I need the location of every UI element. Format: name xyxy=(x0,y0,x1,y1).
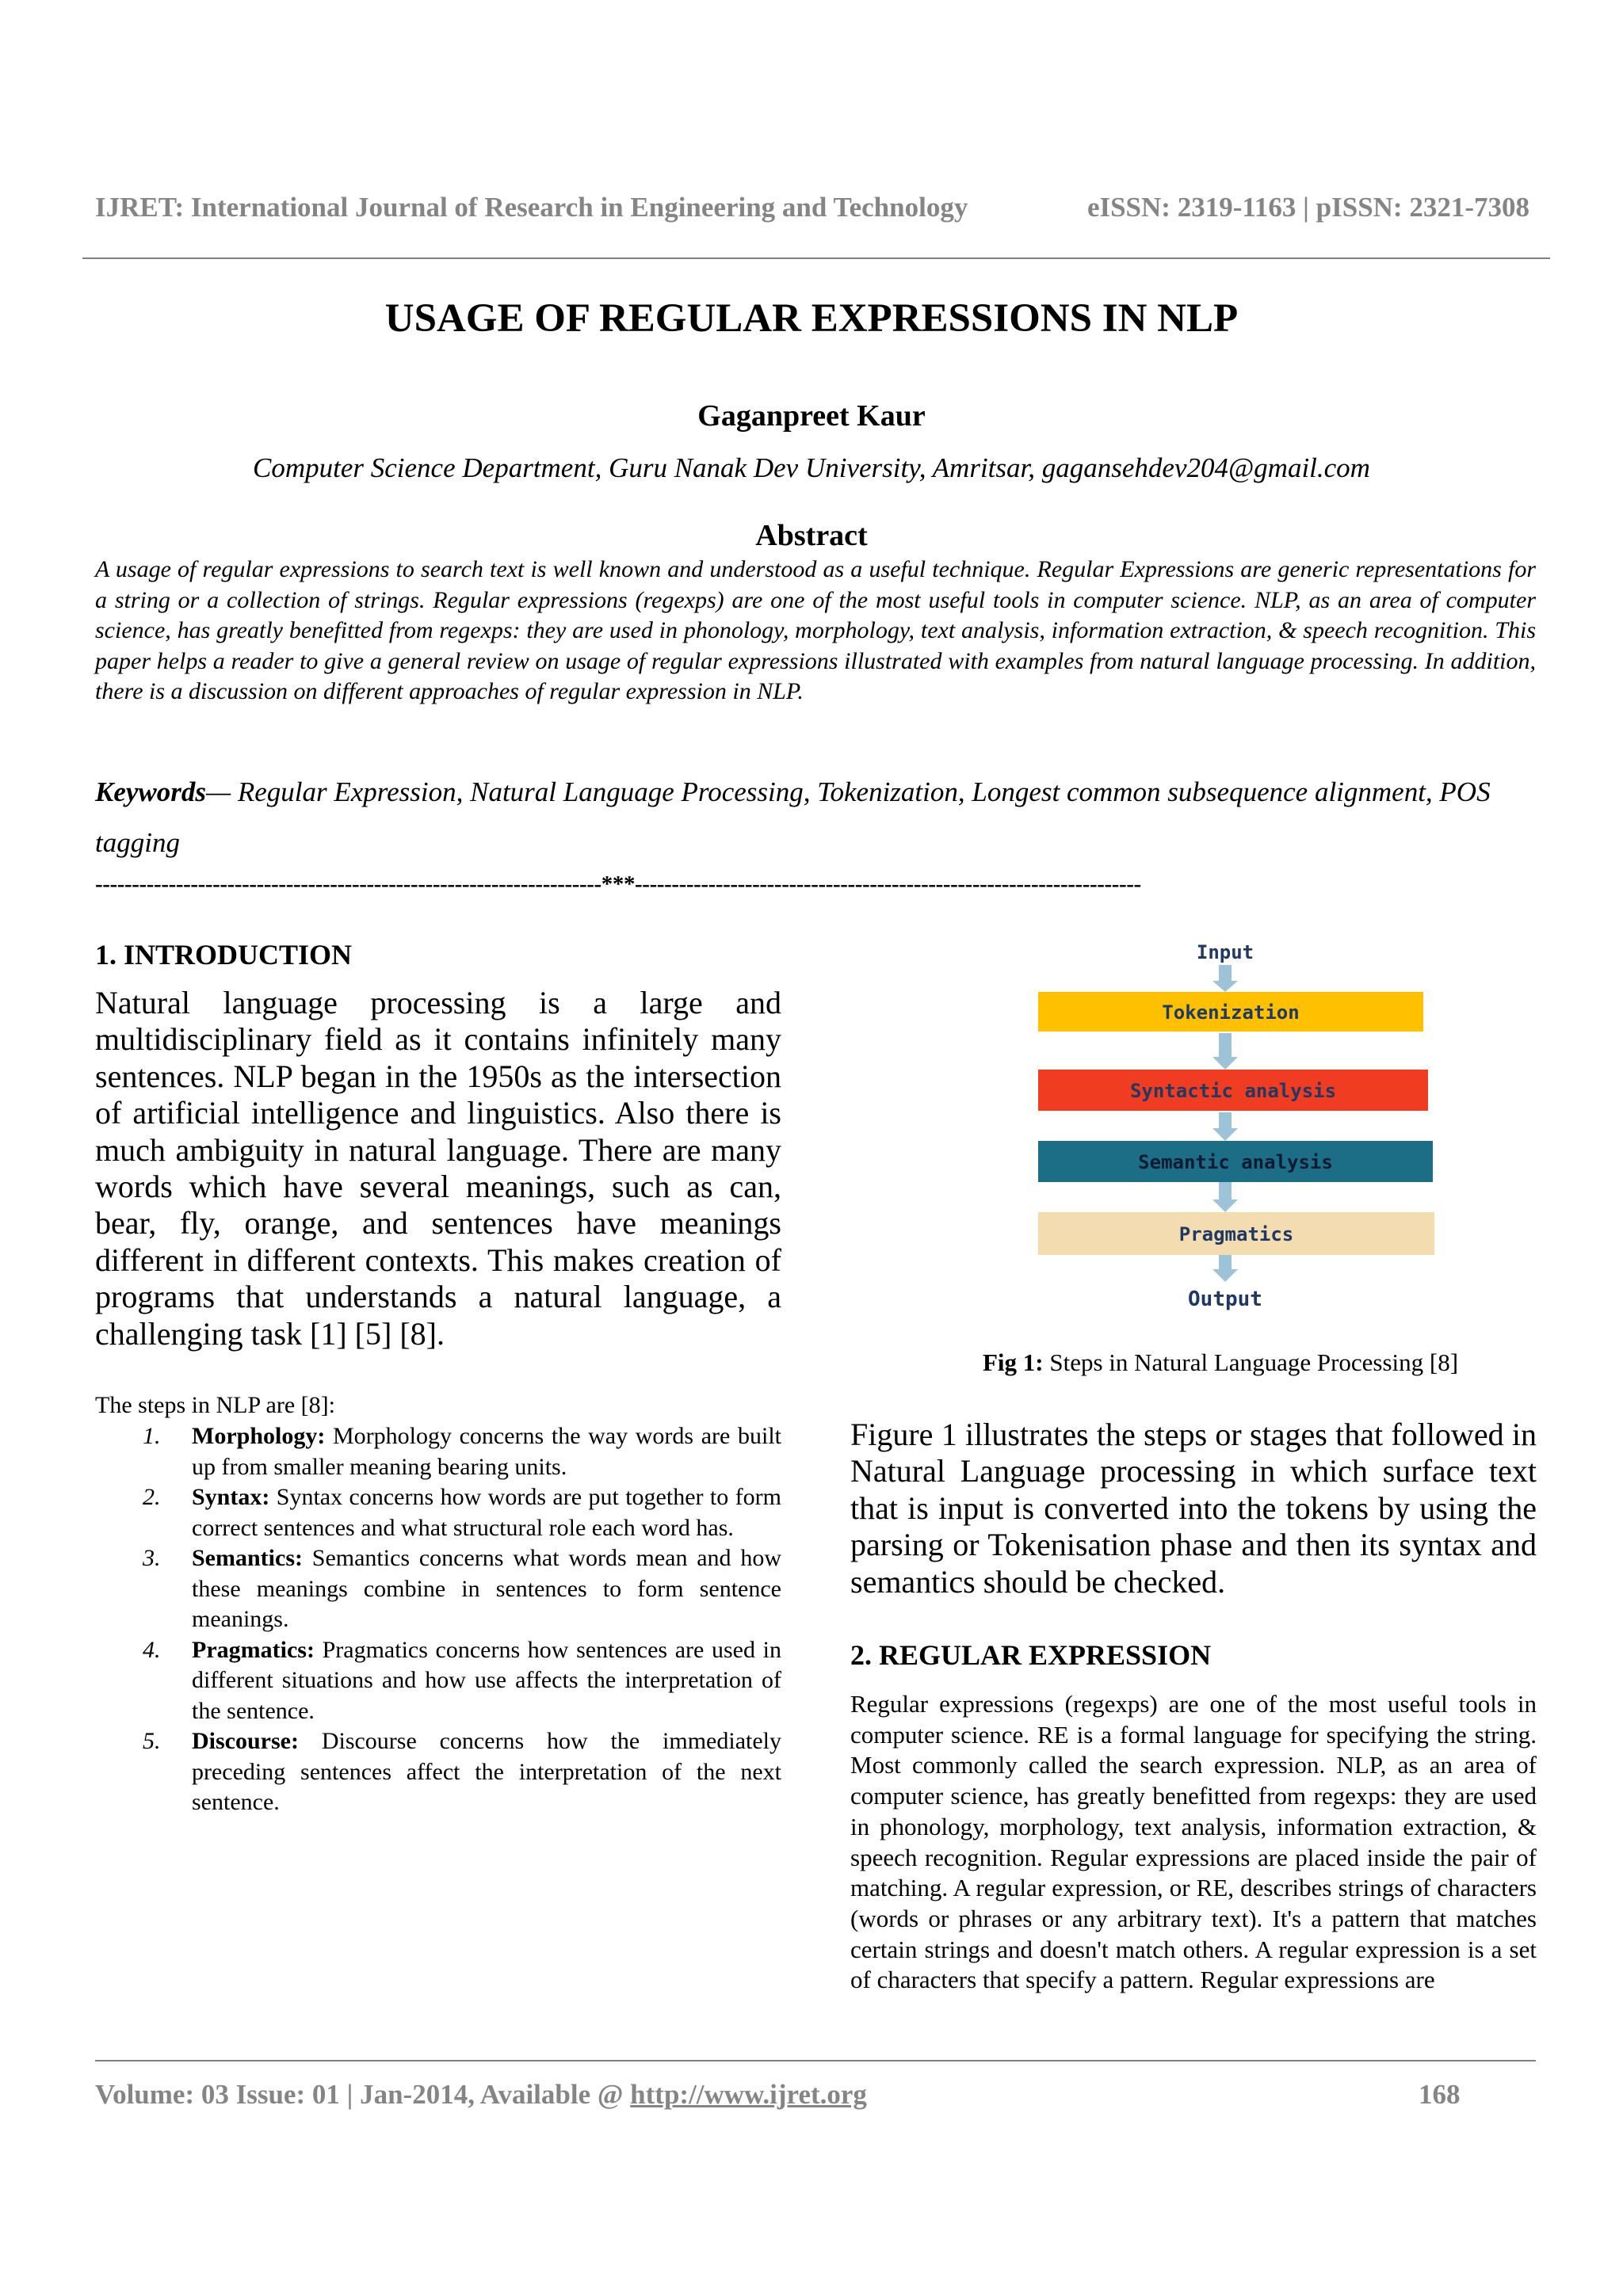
step-number: 3. xyxy=(143,1545,161,1571)
flow-arrow-5 xyxy=(1212,1255,1238,1282)
step-title: Morphology: xyxy=(192,1423,326,1449)
arrow-head xyxy=(1212,1057,1238,1070)
stage-label-pragmatics: Pragmatics xyxy=(1178,1223,1294,1245)
figure-caption xyxy=(983,1348,1458,1377)
step-title: Pragmatics: xyxy=(192,1636,315,1663)
step-number: 2. xyxy=(143,1484,161,1510)
flow-arrow-1 xyxy=(1212,965,1238,992)
author-affiliation: Computer Science Department, Guru Nanak Dev University, Amritsar, gagansehdev204@gmail.com xyxy=(253,452,1370,483)
stage-label-semantic-analysis: Semantic analysis xyxy=(1138,1151,1333,1173)
arrow-shaft xyxy=(1219,1033,1232,1057)
flow-arrow-3 xyxy=(1212,1112,1238,1141)
step-number: 1. xyxy=(143,1423,161,1449)
footer-rule xyxy=(95,2060,1536,2061)
arrow-shaft xyxy=(1219,965,1232,981)
step-text: Semantics concerns what words mean and how these meanings combine in sentences to form sentence meanings. xyxy=(192,1545,781,1632)
list-item xyxy=(95,1421,781,1482)
step-text: Syntax concerns how words are put together to form correct sentences and what structural role each word has. xyxy=(192,1484,781,1541)
arrow-shaft xyxy=(1219,1182,1232,1199)
arrow-shaft xyxy=(1219,1255,1232,1269)
regular-expression-paragraph: Regular expressions (regexps) are one of the most useful tools in computer science. RE is a formal language for specifying the string. Most commonly called the search expression. NLP, as an area of computer science, has greatly benefitted from regexps: they are used in phonology, morphology, text analysis, information extraction, & speech recognition. Regular expressions are placed inside the pair of matching. A regular expression, or RE, describes strings of characters (words or phrases or any arbitrary text). It's a pattern that matches certain strings and doesn't match others. A regular expression is a set of characters that specify a pattern. Regular expressions are xyxy=(850,1690,1537,1994)
step-text: Morphology concerns the way words are built up from smaller meaning bearing units. xyxy=(192,1423,781,1480)
keywords xyxy=(95,767,1536,868)
footer-volume: Volume: 03 Issue: 01 | Jan-2014, Available @ xyxy=(95,2079,631,2110)
stage-label-tokenization: Tokenization xyxy=(1162,1001,1300,1024)
flow-arrow-2 xyxy=(1212,1033,1238,1070)
journal-url-link[interactable]: http://www.ijret.org xyxy=(630,2079,867,2110)
journal-name: IJRET: International Journal of Research in Engineering and Technology xyxy=(95,192,968,223)
stage-label-syntactic-analysis: Syntactic analysis xyxy=(1129,1080,1337,1102)
figure-input-label: Input xyxy=(1196,941,1254,963)
page-number: 168 xyxy=(1419,2079,1461,2110)
header-rule xyxy=(82,257,1550,259)
figure-caption-label: Fig 1: xyxy=(983,1348,1044,1376)
nlp-steps-list xyxy=(95,1421,781,1818)
flow-arrow-4 xyxy=(1212,1182,1238,1212)
figure-caption-text: Steps in Natural Language Processing [8] xyxy=(1043,1348,1459,1376)
step-title: Syntax: xyxy=(192,1484,270,1510)
list-item xyxy=(95,1635,781,1727)
step-text: Discourse concerns how the immediately preceding sentences affect the interpretation of the next sentence. xyxy=(192,1728,781,1815)
author-name: Gaganpreet Kaur xyxy=(697,399,926,433)
arrow-shaft xyxy=(1219,1112,1232,1128)
step-number: 4. xyxy=(143,1636,161,1663)
issn: eISSN: 2319-1163 | pISSN: 2321-7308 xyxy=(1086,192,1529,223)
figure-description-paragraph: Figure 1 illustrates the steps or stages that followed in Natural Language processing in which surface text that is input is converted into the tokens by using the parsing or Tokenisation phase and then its syntax and semantics should be checked. xyxy=(850,1417,1537,1600)
keywords-label: Keywords xyxy=(95,776,206,807)
abstract-heading: Abstract xyxy=(755,519,868,552)
nlp-steps-figure xyxy=(1038,936,1441,1317)
step-text: Pragmatics concerns how sentences are used in different situations and how use affects the interpretation of the sentence. xyxy=(192,1636,781,1724)
regular-expression-heading: 2. REGULAR EXPRESSION xyxy=(850,1639,1212,1671)
arrow-head xyxy=(1212,1199,1238,1212)
arrow-head xyxy=(1212,981,1238,992)
section-separator: ---------------------------------------------------------------------***--------------------------------------------------------------------- xyxy=(95,871,1141,897)
step-number: 5. xyxy=(143,1728,161,1754)
paper-title: USAGE OF REGULAR EXPRESSIONS IN NLP xyxy=(384,296,1239,341)
arrow-head xyxy=(1212,1269,1238,1282)
step-title: Semantics: xyxy=(192,1545,303,1571)
steps-intro: The steps in NLP are [8]: xyxy=(95,1392,335,1418)
step-title: Discourse: xyxy=(192,1728,299,1754)
arrow-head xyxy=(1212,1128,1238,1141)
keywords-text: — Regular Expression, Natural Language Processing, Tokenization, Longest common subsequence alignment, POS tagging xyxy=(95,776,1491,858)
list-item xyxy=(95,1482,781,1543)
footer-volume-info xyxy=(95,2079,867,2111)
abstract-text: A usage of regular expressions to search text is well known and understood as a useful technique. Regular Expressions are generic representations for a string or a collection of strings. Regular expressions (regexps) are one of the most useful tools in computer science. NLP, as an area of computer science, has greatly benefitted from regexps: they are used in phonology, morphology, text analysis, information extraction, & speech recognition. This paper helps a reader to give a general review on usage of regular expressions illustrated with examples from natural language processing. In addition, there is a discussion on different approaches of regular expression in NLP. xyxy=(95,556,1536,704)
running-header xyxy=(95,192,1529,223)
introduction-paragraph: Natural language processing is a large and multidisciplinary field as it contains infinitely many sentences. NLP began in the 1950s as the intersection of artificial intelligence and linguistics. Also there is much ambiguity in natural language. There are many words which have several meanings, such as can, bear, fly, orange, and sentences have meanings different in different contexts. This makes creation of programs that understands a natural language, a challenging task [1] [5] [8]. xyxy=(95,985,781,1352)
introduction-heading: 1. INTRODUCTION xyxy=(95,939,353,971)
list-item xyxy=(95,1543,781,1635)
figure-output-label: Output xyxy=(1188,1287,1262,1311)
list-item xyxy=(95,1726,781,1818)
